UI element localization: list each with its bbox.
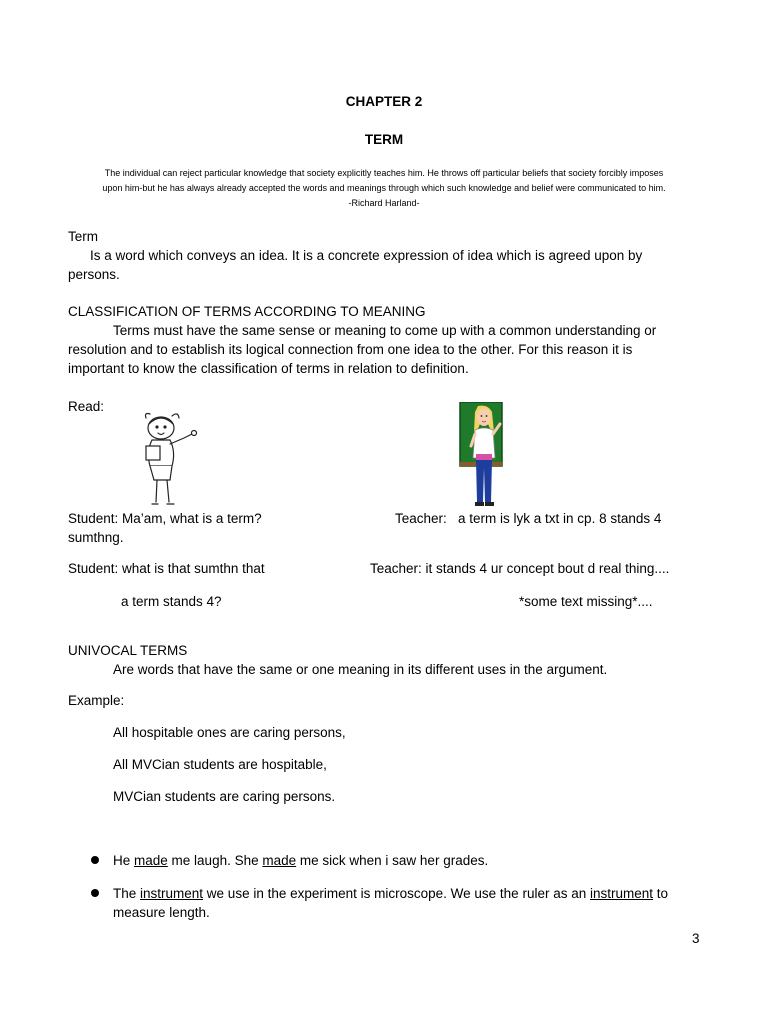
student-illustration bbox=[136, 412, 202, 508]
term-definition-line: Is a word which conveys an idea. It is a concrete expression of idea which is agreed upon by bbox=[90, 248, 643, 263]
term-heading: Term bbox=[68, 229, 98, 244]
classification-heading: CLASSIFICATION OF TERMS ACCORDING TO MEANING bbox=[68, 304, 426, 319]
bullet-icon bbox=[91, 889, 99, 897]
epigraph-line: The individual can reject particular knowledge that society explicitly teaches him. He throws off particular beliefs that society forcibly imposes bbox=[104, 168, 664, 178]
teacher-line: Teacher: it stands 4 ur concept bout d real thing.... bbox=[370, 561, 670, 576]
bullet-icon bbox=[91, 856, 99, 864]
bullet-text: to bbox=[653, 886, 669, 901]
bullet-item bbox=[113, 884, 668, 903]
page-title: TERM bbox=[364, 132, 404, 147]
univocal-heading: UNIVOCAL TERMS bbox=[68, 643, 188, 658]
bullet-item-continued: measure length. bbox=[113, 905, 210, 920]
student-line-continued: a term stands 4? bbox=[121, 594, 222, 609]
example-label: Example: bbox=[68, 693, 125, 708]
example-line: MVCian students are caring persons. bbox=[113, 789, 336, 804]
example-line: All hospitable ones are caring persons, bbox=[113, 725, 346, 740]
classification-line: resolution and to establish its logical connection from one idea to the other. For this reason it is bbox=[68, 342, 633, 357]
teacher-illustration bbox=[458, 402, 510, 512]
student-line: Student: what is that sumthn that bbox=[68, 561, 265, 576]
epigraph bbox=[0, 166, 768, 211]
classification-line: Terms must have the same sense or meaning to come up with a common understanding or bbox=[113, 323, 657, 338]
underlined-word: made bbox=[262, 853, 297, 868]
page-number: 3 bbox=[692, 931, 700, 946]
read-label: Read: bbox=[68, 399, 105, 414]
classification-line: important to know the classification of terms in relation to definition. bbox=[68, 361, 469, 376]
bullet-text: The bbox=[113, 886, 141, 901]
example-line: All MVCian students are hospitable, bbox=[113, 757, 327, 772]
univocal-definition: Are words that have the same or one meaning in its different uses in the argument. bbox=[113, 662, 608, 677]
underlined-word: made bbox=[134, 853, 168, 868]
term-definition-line: persons. bbox=[68, 267, 120, 282]
bullet-text: me laugh. She bbox=[167, 853, 263, 868]
bullet-item bbox=[113, 851, 488, 870]
chapter-heading: CHAPTER 2 bbox=[345, 94, 423, 109]
epigraph-line: upon him-but he has always already accepted the words and meanings through which such knowledge and belief were communicated to him. bbox=[102, 183, 666, 193]
teacher-line: Teacher: a term is lyk a txt in cp. 8 stands 4 bbox=[395, 511, 662, 526]
epigraph-author: -Richard Harland- bbox=[348, 198, 420, 208]
underlined-word: instrument bbox=[589, 886, 654, 901]
student-line: Student: Ma’am, what is a term? bbox=[68, 511, 262, 526]
bullet-text: we use in the experiment is microscope. We use the ruler as an bbox=[203, 886, 590, 901]
bullet-text: me sick when i saw her grades. bbox=[296, 853, 489, 868]
teacher-line-continued: *some text missing*.... bbox=[519, 594, 653, 609]
underlined-word: instrument bbox=[140, 886, 204, 901]
teacher-line-continued: sumthng. bbox=[68, 530, 124, 545]
bullet-text: He bbox=[113, 853, 135, 868]
